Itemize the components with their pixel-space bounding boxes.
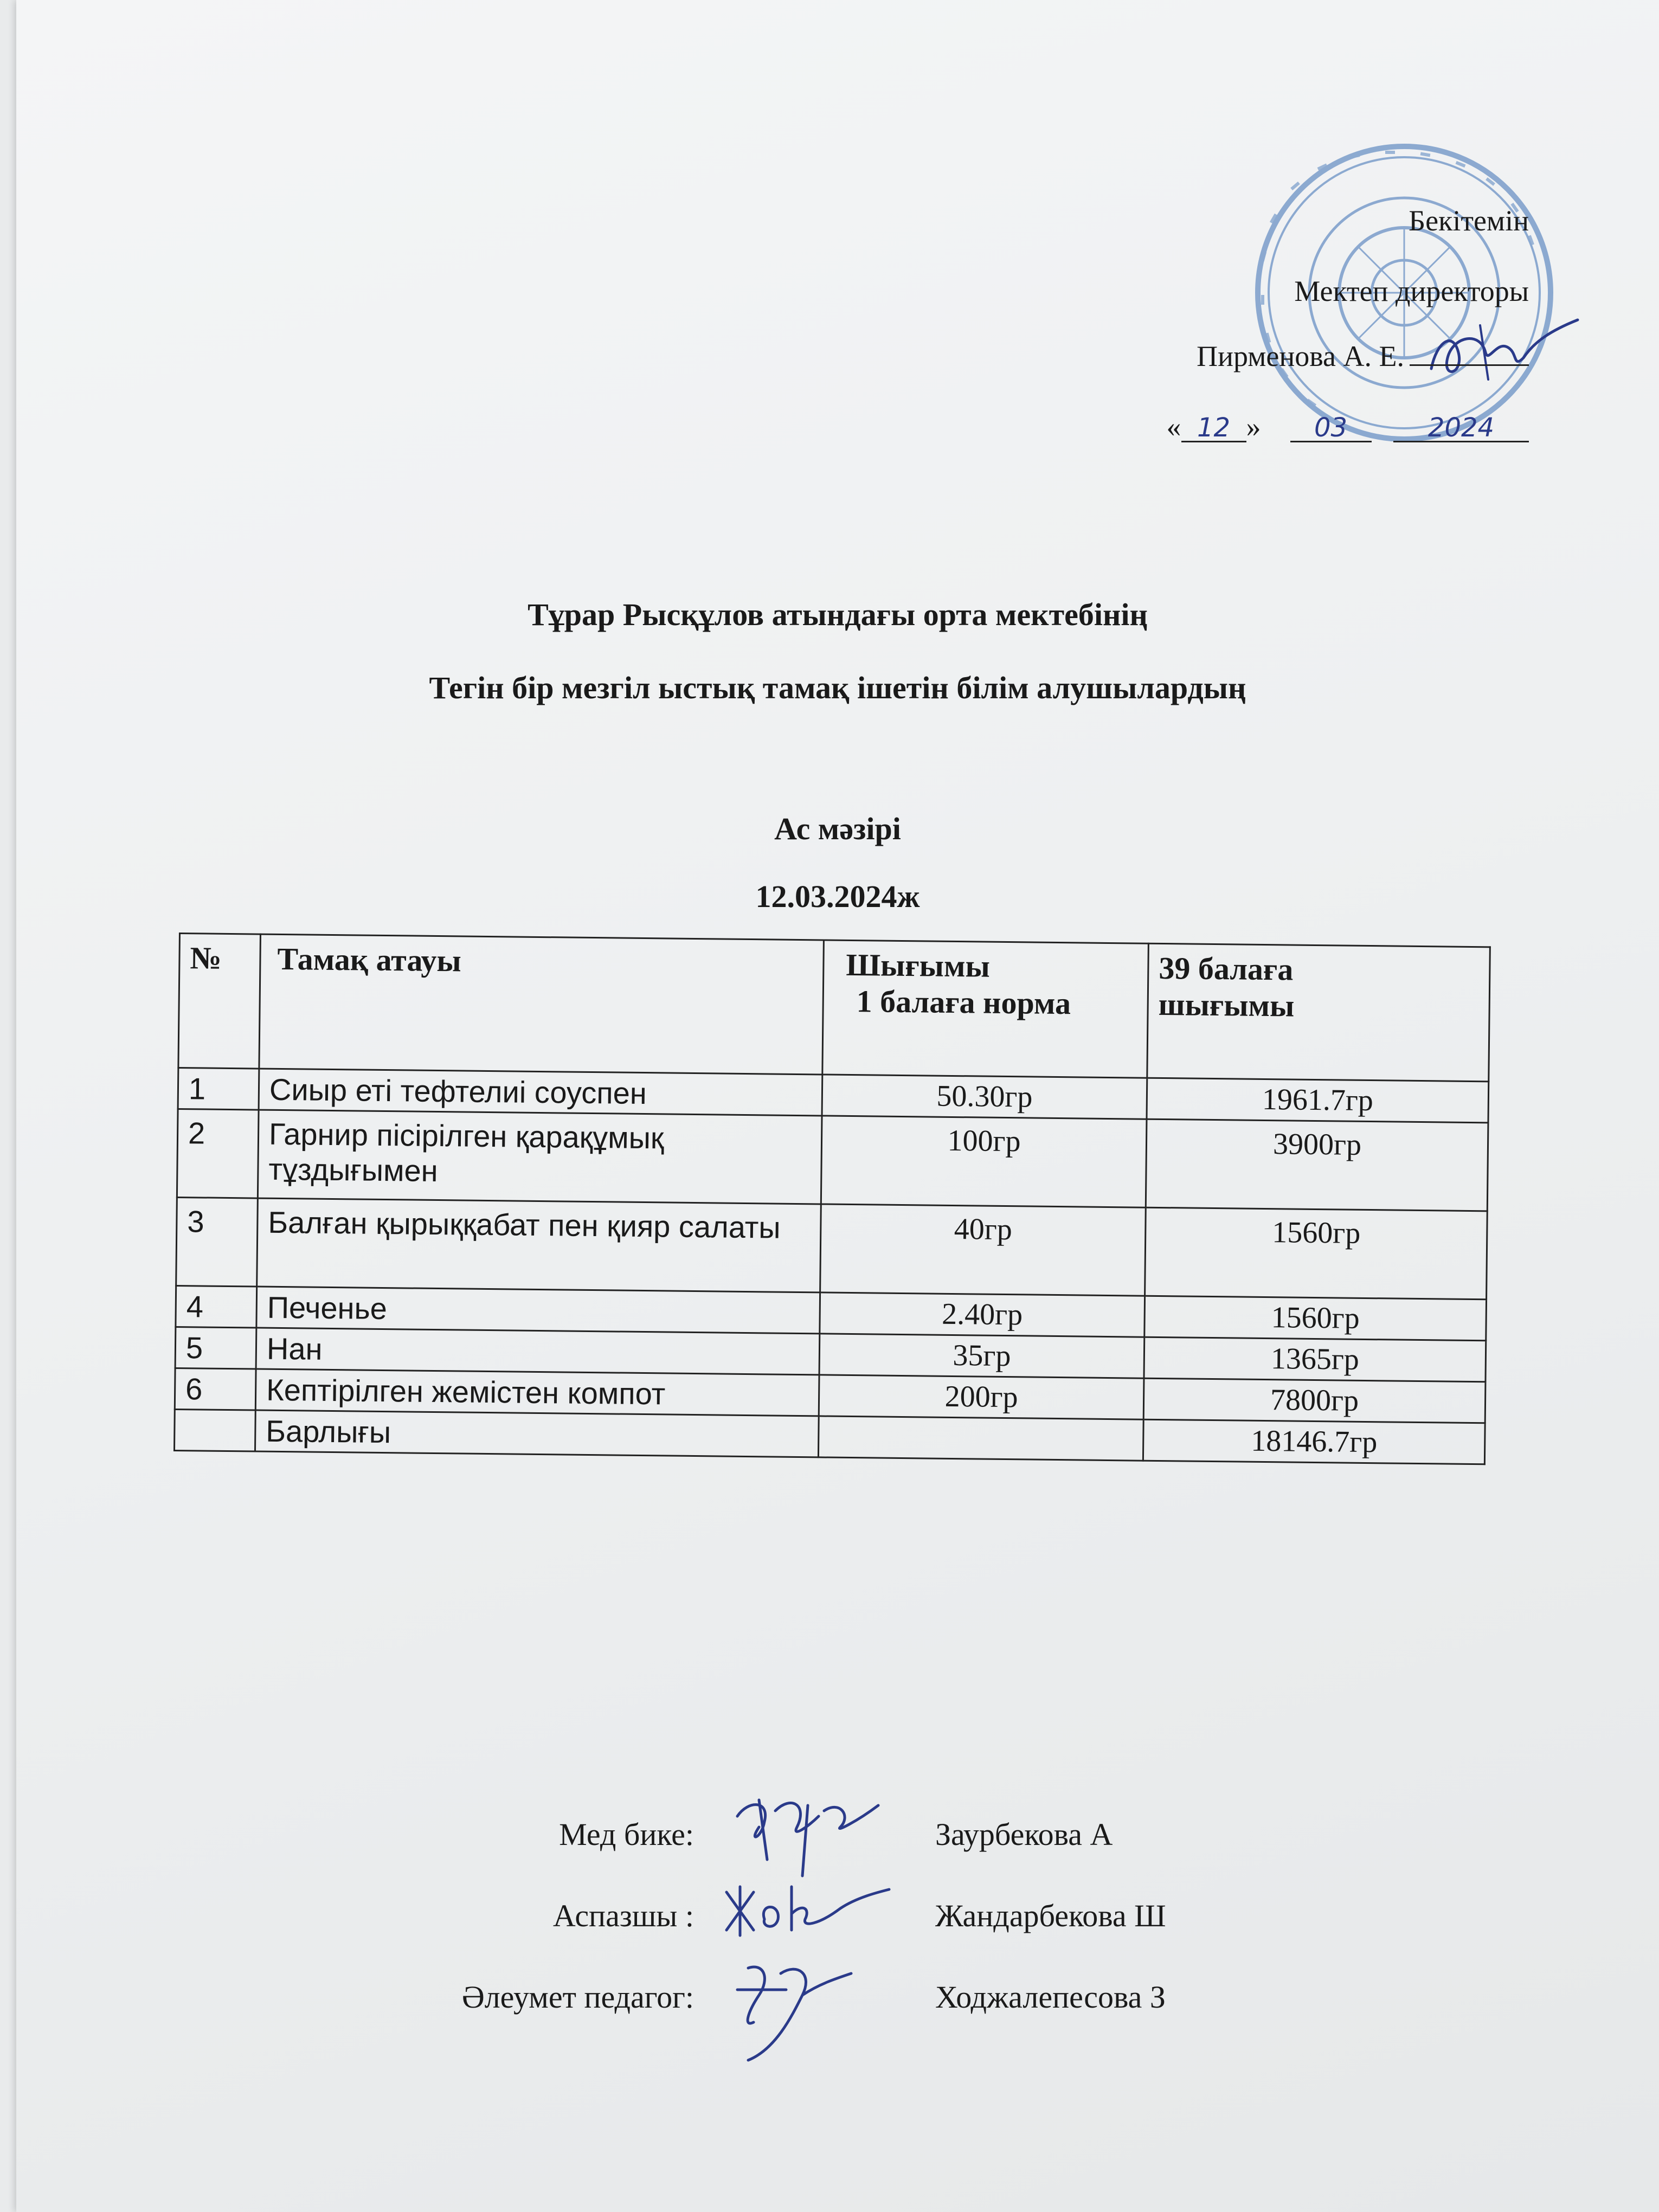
- handwritten-signature: [716, 1941, 895, 2066]
- header-total-line2: шығымы: [1158, 986, 1295, 1024]
- students-title: Тегін бір мезгіл ыстық тамақ ішетін білім алушылардың: [429, 670, 1246, 705]
- header-norm: [822, 940, 1149, 1078]
- signature-row: [16, 1979, 1659, 2033]
- director-name: Пирменова А. Е.: [1197, 340, 1404, 372]
- row-dish-name: Кептірілген жемістен компот: [255, 1369, 819, 1416]
- row-num: 5: [175, 1327, 256, 1369]
- row-dish-name: Гарнир пісірілген қарақұмық тұздығымен: [258, 1110, 822, 1204]
- row-norm: 200гр: [819, 1375, 1144, 1419]
- menu-title: Ас мәзірі: [774, 811, 901, 846]
- signature-blank-line: [1410, 364, 1529, 366]
- date-year: 2024: [1393, 415, 1529, 442]
- date-open-quote: «: [1166, 410, 1181, 443]
- date-close-quote: »: [1246, 410, 1261, 443]
- table-header-row: [178, 934, 1490, 1082]
- row-total: 1365гр: [1144, 1337, 1486, 1382]
- row-norm: 35гр: [819, 1334, 1144, 1378]
- signer-role: Мед бике:: [559, 1817, 694, 1852]
- row-norm: 2.40гр: [820, 1293, 1145, 1337]
- sum-total: 18146.7гр: [1143, 1419, 1485, 1464]
- menu-table: [173, 933, 1491, 1465]
- header-total-line1: 39 балаға: [1159, 950, 1294, 987]
- row-total: 1560гр: [1144, 1296, 1487, 1341]
- header-norm-line2: 1 балаға норма: [856, 983, 1071, 1021]
- row-num: 2: [177, 1109, 259, 1198]
- row-num: 6: [175, 1368, 256, 1410]
- row-num: 1: [178, 1068, 259, 1110]
- director-position: Мектеп директоры: [1294, 275, 1529, 307]
- table-row: [177, 1109, 1488, 1211]
- sum-norm: [818, 1416, 1143, 1461]
- row-norm: 100гр: [821, 1116, 1147, 1207]
- approval-label: Бекітемін: [1409, 204, 1529, 237]
- approval-date: [1167, 412, 1529, 442]
- director-name-line: [1197, 342, 1529, 371]
- menu-date: 12.03.2024ж: [755, 879, 920, 914]
- table-row: [176, 1197, 1488, 1299]
- row-total: 1560гр: [1145, 1207, 1488, 1300]
- row-dish-name: Нан: [256, 1328, 820, 1375]
- row-dish-name: Печенье: [256, 1287, 820, 1334]
- row-norm: 40гр: [820, 1204, 1146, 1296]
- signer-role: Әлеумет педагог:: [461, 1979, 694, 2015]
- header-norm-line1: Шығымы: [846, 947, 991, 984]
- row-dish-name: Балған қырыққабат пен қияр салаты: [257, 1198, 821, 1293]
- row-dish-name: Сиыр еті тефтелиі соуспен: [259, 1069, 822, 1116]
- sum-num: [174, 1409, 255, 1451]
- signer-name: Жандарбекова Ш: [935, 1898, 1166, 1933]
- date-day: 12: [1181, 415, 1246, 442]
- header-name: Тамақ атауы: [259, 934, 824, 1075]
- date-month: 03: [1290, 415, 1372, 442]
- document-sheet: [16, 0, 1659, 2212]
- row-num: 3: [176, 1197, 258, 1287]
- school-title: Тұрар Рысқұлов атындағы орта мектебінің: [528, 597, 1148, 632]
- header-total: [1147, 943, 1490, 1082]
- header-num: №: [178, 934, 261, 1069]
- sum-label: Барлығы: [255, 1410, 819, 1457]
- row-num: 4: [176, 1285, 257, 1328]
- signer-name: Ходжалепесова З: [935, 1979, 1166, 2015]
- row-norm: 50.30гр: [822, 1075, 1147, 1119]
- row-total: 1961.7гр: [1147, 1078, 1489, 1123]
- row-total: 7800гр: [1143, 1378, 1486, 1423]
- row-total: 3900гр: [1146, 1119, 1488, 1211]
- signer-role: Аспазшы :: [552, 1898, 694, 1933]
- signer-name: Заурбекова А: [935, 1817, 1113, 1852]
